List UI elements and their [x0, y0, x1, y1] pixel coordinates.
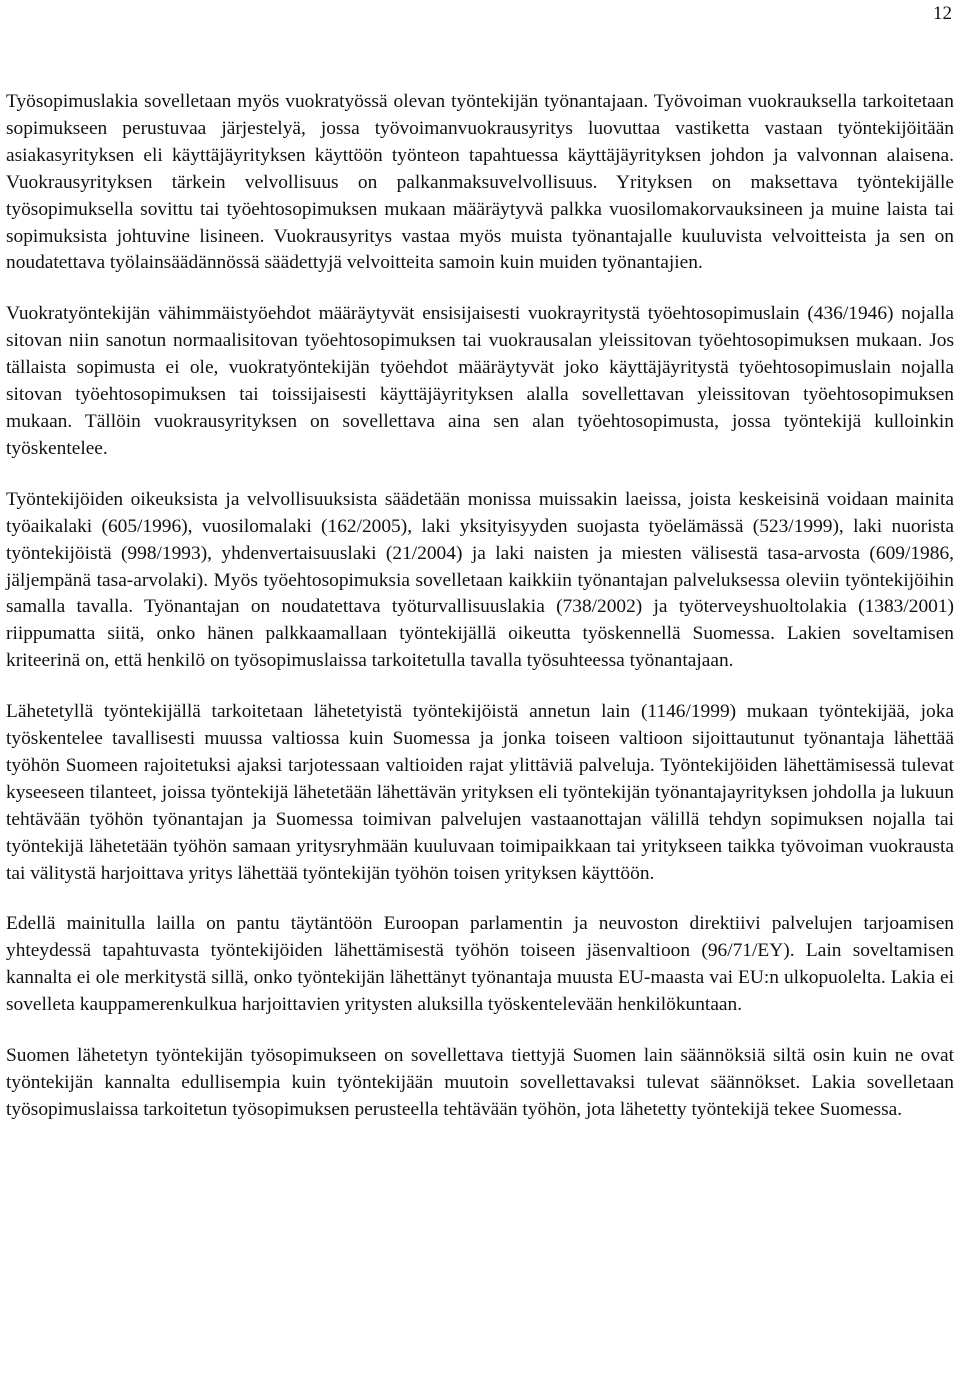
paragraph-employee-rights-laws: Työntekijöiden oikeuksista ja velvollisuuksista säädetään monissa muissakin laeissa, joista keskeisinä voidaan mainita työaikalaki (605/1996), vuosilomalaki (162/2005), laki yksityisyyden suojasta työelämässä (523/1999), laki nuorista työntekijöistä (998/1993), yhdenvertaisuuslaki (21/2004) ja laki naisten ja miesten välisestä tasa-arvosta (609/1986, jäljempänä tasa-arvolaki). Myös työehtosopimuksia sovelletaan kaikkiin työnantajan palveluksessa oleviin työntekijöihin samalla tavalla. Työnantajan on noudatettava työturvallisuuslakia (738/2002) ja työterveyshuoltolakia (1383/2001) riippumatta siitä, onko hänen palkkaamallaan työntekijällä oikeutta työskennellä Suomessa. Lakien soveltamisen kriteerinä on, että henkilö on työsopimuslaissa tarkoitetulla tavalla työsuhteessa työnantajaan.	[6, 488, 954, 672]
paragraph-temporary-agency-work: Työsopimuslakia sovelletaan myös vuokratyössä olevan työntekijän työnantajaan. Työvoiman vuokrauksella tarkoitetaan sopimukseen perustuvaa järjestelyä, jossa työvoimanvuokrausyritys luovuttaa vastiketta vastaan työntekijöitään asiakasyrityksen eli käyttäjäyrityksen käyttöön työnteon tapahtuessa käyttäjäyrityksen johdon ja valvonnan alaisena. Vuokrausyrityksen tärkein velvollisuus on palkanmaksuvelvollisuus. Yrityksen on maksettava työntekijälle työsopimuksella sovittu tai työehtosopimuksen mukaan määräytyvä palkka vuosilomakorvauksineen ja muine laista tai sopimuksista johtuvine lisineen. Vuokrausyritys vastaa myös muista työnantajalle kuuluvista velvoitteista ja sen on noudatettava työlainsäädännössä säädettyjä velvoitteita samoin kuin muiden työnantajien.	[6, 91, 954, 274]
paragraph-directive: Edellä mainitulla lailla on pantu täytäntöön Euroopan parlamentin ja neuvoston direktiivi palvelujen tarjoamisen yhteydessä tapahtuvasta työntekijöiden lähettämisestä työhön toiseen jäsenvaltioon (96/71/EY). Lain soveltamisen kannalta ei ole merkitystä sillä, onko työntekijän lähettänyt työnantaja muusta EU-maasta vai EU:n ulkopuolelta. Lakia ei sovelleta kauppamerenkulkua harjoittavien yritysten aluksilla työskentelevään henkilökuntaan.	[6, 913, 954, 1016]
paragraph-minimum-terms: Vuokratyöntekijän vähimmäistyöehdot määräytyvät ensisijaisesti vuokrayritystä työehtosopimuslain (436/1946) nojalla sitovan niin sanotun normaalisitovan työehtosopimuksen tai vuokrausalan yleissitovan työehtosopimuksen mukaan. Jos tällaista sopimusta ei ole, vuokratyöntekijän työehdot määräytyvät joko käyttäjäyritystä työehtosopimuslain nojalla sitovan työehtosopimuksen tai toissijaisesti käyttäjäyrityksen alalla sovellettavan yleissitovan työehtosopimuksen mukaan. Tällöin vuokrausyrityksen on sovellettava aina sen alan työehtosopimusta, jossa työntekijä kulloinkin työskentelee.	[6, 303, 954, 459]
page-number: 12	[933, 3, 952, 24]
paragraph-posted-worker-definition: Lähetetyllä työntekijällä tarkoitetaan lähetetyistä työntekijöistä annetun lain (1146/1999) mukaan työntekijää, joka työskentelee tavallisesti muussa valtiossa kuin Suomessa ja jonka toiseen valtioon sijoittautunut työnantaja lähettää työhön Suomeen rajoitetuksi ajaksi tarjotessaan valtioiden rajat ylittäviä palveluja. Työntekijöiden lähettämisessä tulevat kyseeseen tilanteet, joissa työntekijä lähetetään lähettävän yrityksen eli työntekijän työnantajayrityksen johdolla ja lukuun tehtävään työhön työnantajan ja Suomessa toimivan palvelujen vastaanottajan välillä tehdyn sopimuksen nojalla tai työntekijä lähetetään työhön samaan yritysryhmään kuuluvaan toimipaikkaan tai yritykseen taikka työvoiman vuokrausta tai välitystä harjoittava yritys lähettää työntekijän työhön toisen yrityksen käyttöön.	[6, 701, 954, 884]
document-body	[6, 89, 954, 1148]
paragraph-applicable-law: Suomen lähetetyn työntekijän työsopimukseen on sovellettava tiettyjä Suomen lain säännöksiä siltä osin kuin ne ovat työntekijän kannalta edullisempia kuin työntekijään muutoin sovellettavaksi tulevat säännökset. Lakia sovelletaan työsopimuslaissa tarkoitetun työsopimuksen perusteella tehtävään työhön, jota lähetetty työntekijä tekee Suomessa.	[6, 1045, 954, 1120]
